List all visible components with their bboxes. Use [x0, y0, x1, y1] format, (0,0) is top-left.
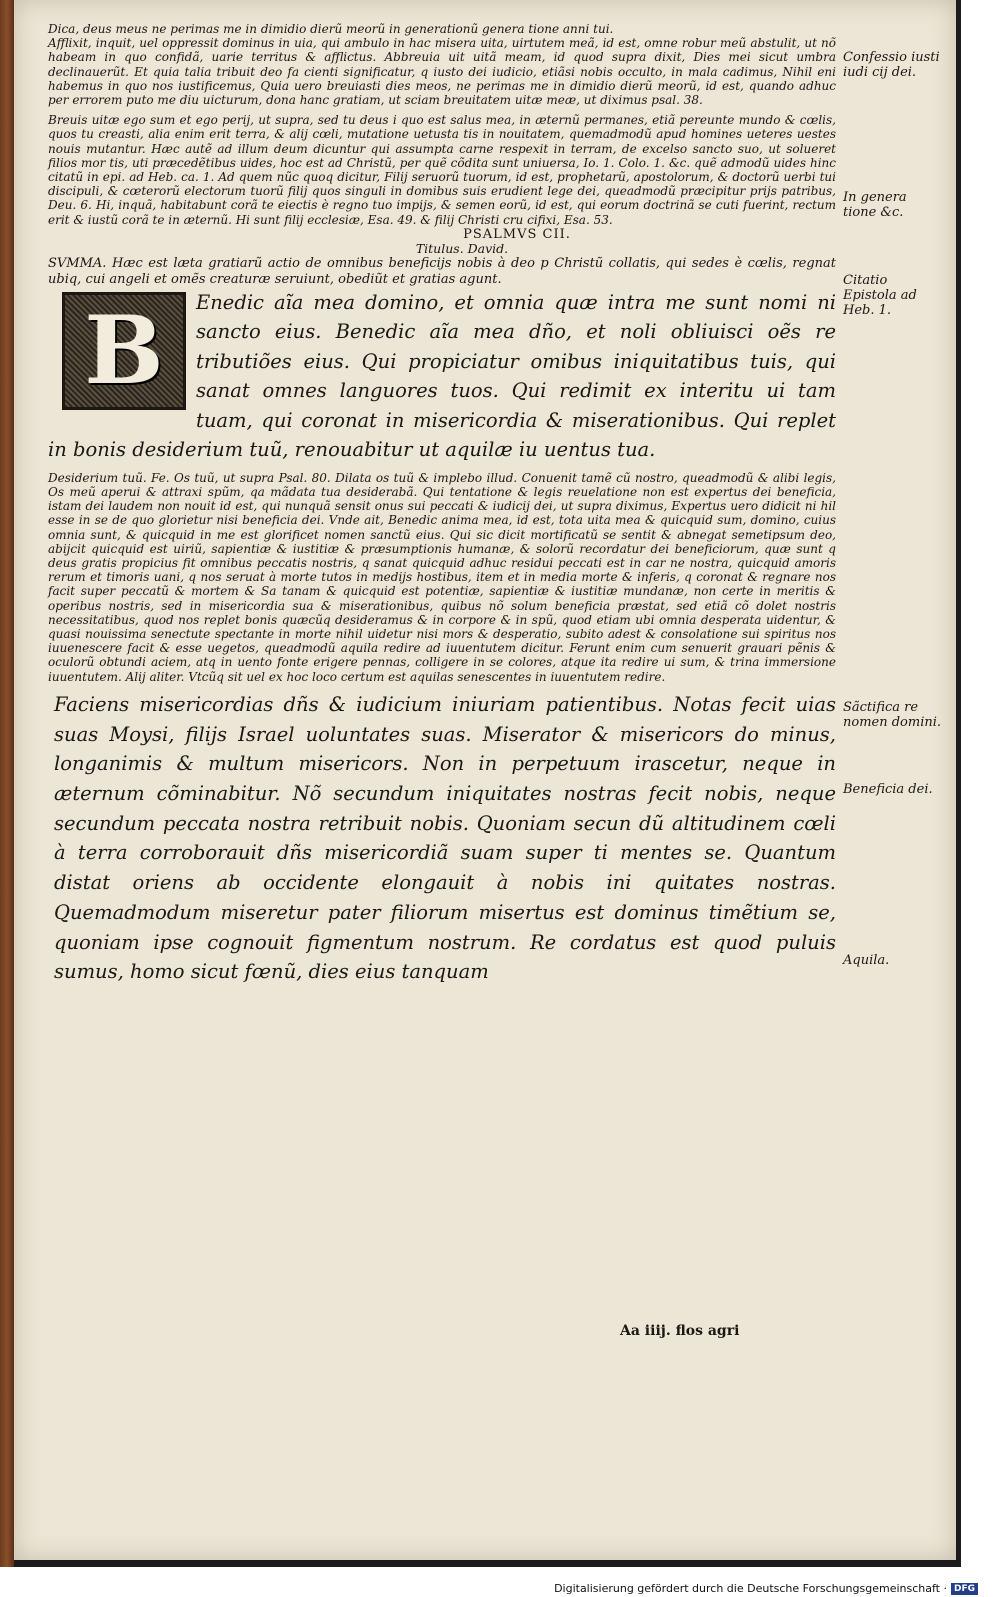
margin-note: Citatio Epistola ad Heb. 1. — [843, 273, 917, 318]
margin-note: In genera tione &c. — [843, 190, 907, 220]
top-verse: Dica, deus meus ne perimas me in dimidio dierũ meorũ in generationũ genera tione anni tui. — [48, 22, 614, 36]
commentary-block: Desiderium tuũ. Fe. Os tuũ, ut supra Psal. 80. Dilata os tuũ & implebo illud. Conuenit tamẽ cũ nostro, queadmodũ & alibi legis, Os meũ aperui & attraxi spũm, qa mãdata tua desiderabã. Qui tentatione & legis reuelatione non est expertus dei beneficia, istam dei laudem non nouit id est, qui nunquã sensit onus sui peccati & iudicij dei, ut supra diximus, Expertus uero didicit ni hil esse in se de quo glorietur nisi beneficia dei. Vnde ait, Benedic anima mea, id est, tota uita mea & quicquid sum, domino, cuius omnia sunt, & quicquid in me est glorificet nomen sanctũ eius. Qui sic dicit mortificatũ se sentit & abnegat semetipsum deo, abijcit quicquid est uiriũ, sapientiæ & iustitiæ & præsumptionis humanæ, & solorũ recordatur dei beneficiorum, quæ sunt q deus gratis propicius fit omnibus peccatis nostris, q sanat quicquid adhuc residui peccati est in car ne nostra, quicquid amoris rerum et timoris uani, q nos seruat à morte tutos in medijs hostibus, item et in media morte & inferis, q coronat & regnare nos facit super peccatũ & mortem & Sa tanam & quicquid est potentiæ, sapientiæ & iustitiæ mundanæ, non certe in meritis & operibus nostris, sed in misericordia sua & miserationibus, quibus nõ solum beneficia præstat, sed etiã cõ dolet nostris necessitatibus, quod nos replet bonis quæcũq desideramus & in corpore & in spũ, quod etiam ubi omnia desperata uidentur, & quasi nouissima senectute spectante in morte nihil uidetur nisi mors & desperatio, subito adest & consolatione sui spiritus nos iuuenescere facit & esse uegetos, queadmodũ aquila redire ad iuuentutem dicitur. Ferunt enim cum senuerit grauari pẽnis & oculorũ obtundi aciem, atq in uento fonte erigere pennas, colligere in se colores, atque ita redire ui sum, & trina immersione iuuentutem. Alij aliter. Vtcũq sit uel ex hoc loco certum est aquilas senescentes in iuuentutem redire. — [48, 470, 836, 684]
psalm-title: PSALMVS CII. — [463, 226, 571, 242]
dfg-logo: DFG — [951, 1583, 978, 1595]
page-signature: Aa iiij. flos agri — [620, 1323, 740, 1339]
margin-note: Confessio iusti iudi cij dei. — [843, 50, 940, 80]
top-commentary: Afflixit, inquit, uel oppressit dominus in uia, qui ambulo in hac misera uita, uirtutem meã, id est, omne robur meũ abstulit, ut nõ habeam in quo confidã, uarie territus & afflictus. Abbreuia uit uitã meam, id quod supra dixit, Dies mei sicut umbra declinauerũt. Et quia talia tribuit deo fa cienti significatur, q iusto dei iudicio, etiãsi nobis occulto, in mala cadimus, Nihil eni habemus in quo nos iustificemus, Quia uero breuiasti dies meos, ne perimas me in dimidio dierũ meorũ, id est, quando adhuc per errorem puto me diu uicturum, dona hanc gratiam, ut sciam breuitatem uitæ meæ, ut diximus psal. 38. — [48, 36, 836, 108]
psalm-subtitle: Titulus. David. — [415, 240, 509, 256]
psalm-text-1: Enedic aĩa mea domino, et omnia quæ intra me sunt nomi ni sancto eius. Benedic aĩa mea dño, et noli obliuisci oẽs re tributiões eius. Qui propiciatur omibus iniquitatibus tuis, qui sanat omnes languores tuos. Qui redimit ex interitu ui tam tuam, qui coronat in misericordia & miserationibus. Qui replet in bonis desiderium tuũ, renouabitur ut aquilæ iu uentus tua. — [48, 290, 836, 462]
book-binding-edge — [0, 0, 14, 1567]
margin-note: Beneficia dei. — [843, 782, 933, 797]
footer-credit — [554, 1582, 978, 1595]
psalm-summary: SVMMA. Hæc est læta gratiarũ actio de omnibus beneficijs nobis à deo p Christũ collatis, qui sedes è cœlis, regnat ubiq, cui angeli et omẽs creaturæ seruiunt, obediũt et gratias agunt. — [48, 255, 836, 287]
footer-text: Digitalisierung gefördert durch die Deutsche Forschungsgemeinschaft · — [554, 1582, 947, 1595]
margin-note: Aquila. — [843, 953, 890, 968]
psalm-text-2: Faciens misericordias dñs & iudicium iniuriam patientibus. Notas fecit uias suas Moysi, filijs Israel uoluntates suas. Miserator & misericors do minus, longanimis & multum misericors. Non in perpetuum irascetur, neque in æternum cõminabitur. Nõ secundum iniquitates nostras fecit nobis, neque secundum peccata nostra retribuit nobis. Quoniam secun dũ altitudinem cœli à terra corroborauit dñs misericordiã suam super ti mentes se. Quantum distat oriens ab occidente elongauit à nobis ini quitates nostras. Quemadmodum miseretur pater filiorum misertus est dominus timẽtium se, quoniam ipse cognouit figmentum nostrum. Re cordatus est quod puluis sumus, homo sicut fœnũ, dies eius tanquam — [54, 692, 836, 984]
margin-notes — [843, 0, 943, 1400]
second-commentary: Breuis uitæ ego sum et ego perij, ut supra, sed tu deus i quo est salus mea, in æternũ permanes, etiã pereunte mundo & cœlis, quos tu creasti, alia enim erit terra, & alij cœli, mutatione uetusta tis in nouitatem, quemadmodũ apud homines ueteres uestes nouis mutantur. Hæc autẽ ad illum deum dicuntur qui assumpta carne respexit in terram, de excelso sancto suo, ut solueret filios mor tis, uti præcedẽtibus uides, hoc est ad Christũ, per quẽ cõdita sunt uniuersa, Io. 1. Colo. 1. &c. quẽ admodũ uides hinc citatũ in epi. ad Heb. ca. 1. Ad quem nũc quoq dicitur, Filij seruorũ tuorum, id est, prophetarũ, apostolorum, & doctorũ uerbi tui discipuli, & cœterorũ electorum tuorũ filij quos singuli in domibus suis erudient lege dei, queadmodũ præcipitur prijs patribus, Deu. 6. Hi, inquã, habitabunt corã te eiectis è regno tuo impijs, & semen eorũ, id est, qui eorum doctrinã se cuti fuerint, rectum erit & iustũ corã te in æternũ. Hi sunt filij ecclesiæ, Esa. 49. & filij Christi cru cifixi, Esa. 53. — [48, 113, 836, 227]
margin-note: Sãctifica re nomen domini. — [843, 700, 942, 730]
decorated-initial — [62, 292, 186, 410]
initial-letter: B — [84, 295, 164, 406]
book-page — [14, 0, 956, 1560]
page-content — [48, 22, 836, 987]
